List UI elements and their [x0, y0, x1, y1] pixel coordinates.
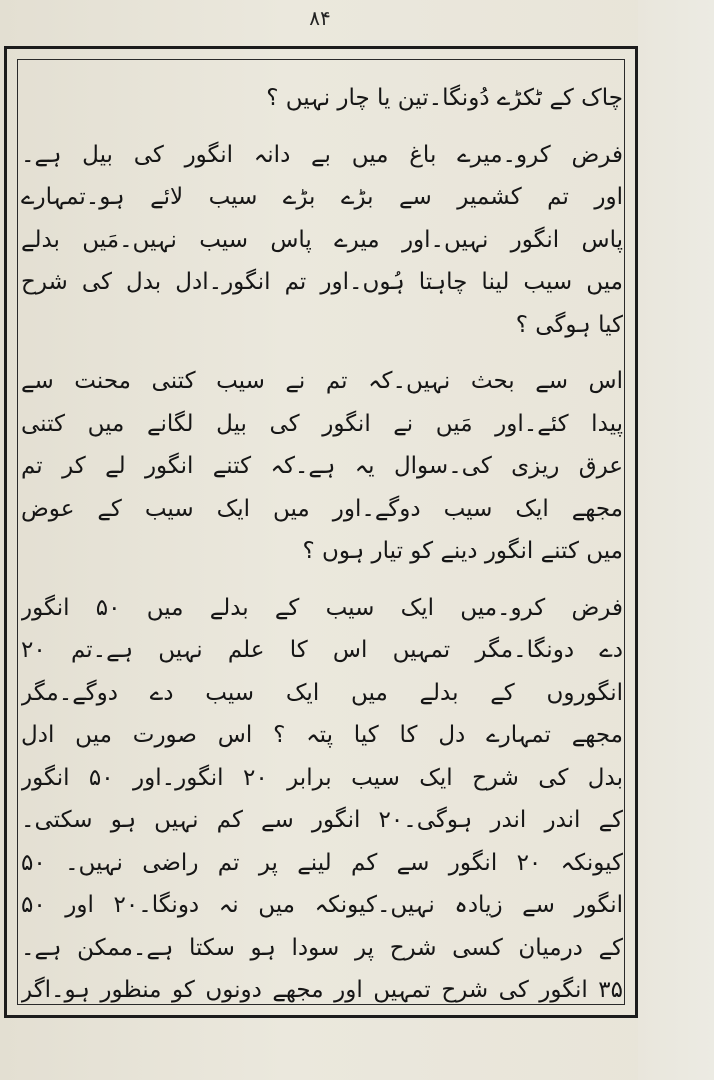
text-line: چاک کے ٹکڑے دُونگا۔تین یا چار نہیں ؟: [266, 85, 623, 111]
paragraph-2: [21, 134, 623, 347]
text-line: پاس انگور نہیں۔اور میرے پاس سیب نہیں۔مَیں بدلے: [21, 226, 623, 253]
text-line: کیونکہ ۲۰ انگور سے کم لینے پر تم راضی نہیں۔ ۵۰: [21, 849, 623, 876]
text-line: میں سیب لینا چاہتا ہُوں۔اور تم انگور۔ادل بدل کی شرح: [21, 269, 623, 295]
text-line: پیدا کئے۔اور مَیں نے انگور کی بیل لگانے میں کتنی: [21, 410, 623, 437]
text-line: کیا ہوگی ؟: [515, 311, 623, 338]
text-line: فرض کرو۔میرے باغ میں بے دانہ انگور کی بیل ہے۔: [21, 141, 623, 168]
text-line: دے دونگا۔مگر تمہیں اس کا علم نہیں ہے۔تم ۲۰: [21, 637, 623, 663]
text-line: ۳۵ انگور کی شرح تمہیں اور مجھے دونوں کو منظور ہو۔اگر: [21, 977, 623, 1003]
paragraph-4: [21, 587, 623, 1012]
paragraph-1: [21, 77, 623, 120]
text-line: انگور سے زیادہ نہیں۔کیونکہ میں نہ دونگا۔۲۰ اور ۵۰: [21, 892, 623, 918]
text-line: انگوروں کے بدلے میں ایک سیب دے دوگے۔مگر: [21, 679, 623, 706]
text-frame: [4, 46, 638, 1018]
text-line: بدل کی شرح ایک سیب برابر ۲۰ انگور۔اور ۵۰ انگور: [21, 764, 623, 791]
text-line: میں کتنے انگور دینے کو تیار ہوں ؟: [302, 538, 623, 564]
page-right-margin: [638, 0, 714, 1080]
page-number: ۸۴: [309, 6, 331, 30]
text-line: اور تم کشمیر سے بڑے بڑے سیب لائے ہو۔تمہارے: [21, 184, 623, 210]
text-line: مجھے ایک سیب دوگے۔اور میں ایک سیب کے عوض: [21, 495, 623, 522]
text-line: مجھے تمہارے دل کا کیا پتہ ؟ اس صورت میں ادل: [21, 722, 623, 748]
text-line: فرض کرو۔میں ایک سیب کے بدلے میں ۵۰ انگور: [21, 594, 623, 621]
page-text: [21, 77, 623, 1026]
text-line: عرق ریزی کی۔سوال یہ ہے۔کہ کتنے انگور لے کر تم: [21, 453, 623, 479]
paragraph-3: [21, 360, 623, 573]
text-line: اس سے بحث نہیں۔کہ تم نے سیب کتنی محنت سے: [21, 368, 623, 394]
text-line: کے درمیان کسی شرح پر سودا ہو سکتا ہے۔ممکن ہے۔: [21, 934, 623, 961]
text-line: کے اندر اندر ہوگی۔۲۰ انگور سے کم نہیں ہو سکتی۔: [21, 807, 623, 833]
